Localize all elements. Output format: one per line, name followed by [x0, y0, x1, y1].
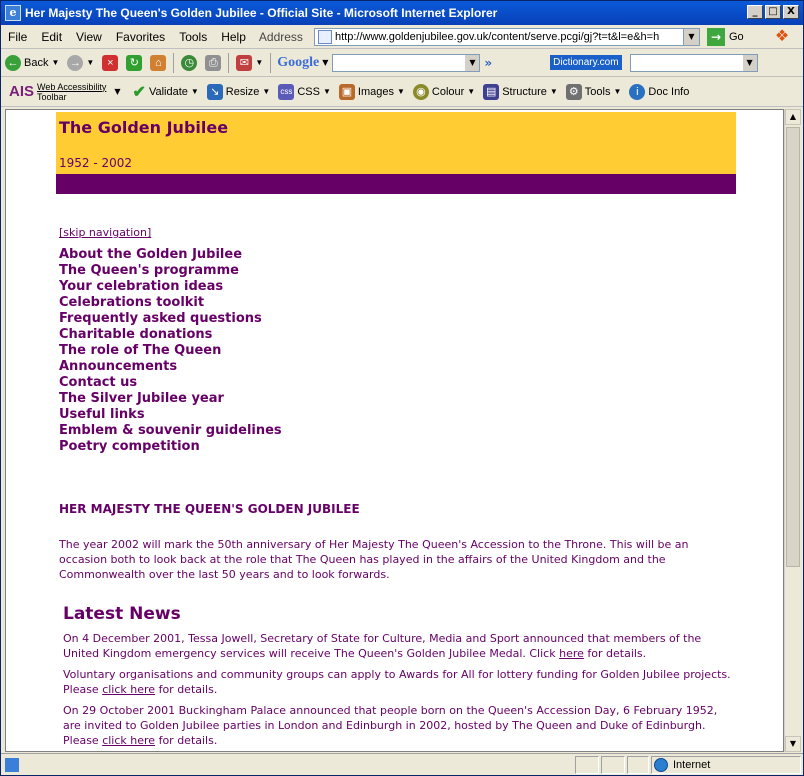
colour-label: Colour: [431, 85, 465, 98]
tools-label: Tools: [584, 85, 611, 98]
news-text: Voluntary organisations and community groups can apply to Awards for All for lottery funding for Golden Jubilee projects. Please: [63, 668, 731, 696]
separator: [228, 53, 229, 73]
home-icon: ⌂: [150, 55, 166, 71]
intro-paragraph: The year 2002 will mark the 50th anniversary of Her Majesty The Queen's Accession to the Throne. This will be an occasion both to look back at the role that The Queen has played in the affairs of the United Kingdom and the Commonwealth over the last 50 years and to look forwards.: [59, 538, 689, 581]
chevron-down-icon[interactable]: ▼: [190, 87, 199, 96]
accessibility-toolbar: [1, 77, 803, 107]
css-button[interactable]: [274, 81, 335, 103]
chevron-down-icon[interactable]: ▼: [613, 87, 622, 96]
chevron-down-icon[interactable]: ▼: [322, 87, 331, 96]
info-icon: i: [629, 84, 645, 100]
menu-bar: [1, 25, 803, 49]
nav-toolkit[interactable]: Celebrations toolkit: [59, 295, 205, 310]
news-text: On 4 December 2001, Tessa Jowell, Secretary of State for Culture, Media and Sport announced that members of the United Kingdom emergency services will receive The Queen's Golden Jubilee Medal. Click: [63, 632, 702, 660]
separator: [173, 53, 174, 73]
news-link[interactable]: click here: [102, 683, 156, 696]
nav-emblem-guidelines[interactable]: Emblem & souvenir guidelines: [59, 423, 282, 438]
validate-label: Validate: [148, 85, 188, 98]
validate-button[interactable]: [129, 81, 203, 103]
status-bar: [1, 753, 803, 775]
forward-arrow-icon: →: [67, 55, 83, 71]
google-logo: Google: [277, 54, 320, 70]
status-cell: [627, 756, 649, 774]
site-title: The Golden Jubilee: [59, 118, 229, 137]
more-chevron-icon[interactable]: »: [484, 55, 493, 70]
gear-icon: ⚙: [566, 84, 582, 100]
chevron-down-icon[interactable]: ▼: [549, 87, 558, 96]
image-icon: ▣: [339, 84, 355, 100]
images-button[interactable]: [335, 81, 409, 103]
menu-help[interactable]: Help: [221, 29, 246, 44]
docinfo-button[interactable]: [625, 81, 693, 103]
nav-faq[interactable]: Frequently asked questions: [59, 311, 262, 326]
minimize-button[interactable]: _: [747, 5, 763, 19]
news-list: [63, 631, 733, 752]
ie-icon: e: [5, 5, 21, 21]
nav-contact[interactable]: Contact us: [59, 375, 138, 390]
colour-button[interactable]: [409, 81, 479, 103]
ais-toolbar-label: [37, 82, 106, 102]
docinfo-label: Doc Info: [648, 85, 690, 98]
tools-button[interactable]: [562, 81, 626, 103]
chevron-down-icon[interactable]: ▼: [743, 55, 757, 71]
status-cell: [601, 756, 625, 774]
news-item: [63, 631, 733, 661]
nav-role-of-queen[interactable]: The role of The Queen: [59, 343, 222, 358]
structure-icon: ▤: [483, 84, 499, 100]
go-arrow-icon: →: [707, 28, 725, 46]
ais-line2: Toolbar: [37, 91, 67, 102]
section-heading: HER MAJESTY THE QUEEN'S GOLDEN JUBILEE: [59, 502, 360, 516]
css-icon: css: [278, 84, 294, 100]
forward-button[interactable]: [63, 52, 98, 74]
mail-icon: ✉: [236, 55, 252, 71]
google-search-input[interactable]: [332, 54, 480, 72]
news-text: On 29 October 2001 Buckingham Palace announced that people born on the Queen's Accession Day, 6 February 1952, are invited to Golden Jubilee parties in London and Edinburgh in 2002, hosted by The Queen and Duke of Edinburgh. Please: [63, 704, 718, 747]
nav-poetry-competition[interactable]: Poetry competition: [59, 439, 200, 454]
chevron-down-icon[interactable]: ▼: [465, 55, 479, 71]
site-years: 1952 - 2002: [59, 156, 133, 170]
windows-logo-icon: ❖: [774, 26, 790, 45]
resize-label: Resize: [225, 85, 260, 98]
chevron-down-icon[interactable]: ▼: [262, 87, 271, 96]
refresh-button[interactable]: [122, 52, 146, 74]
security-zone: [651, 756, 801, 774]
dictionary-logo[interactable]: Dictionary.com: [550, 55, 621, 70]
menu-file[interactable]: File: [8, 29, 28, 44]
address-label: Address: [258, 29, 303, 44]
checkmark-icon: ✔: [132, 83, 146, 101]
resize-button[interactable]: [203, 81, 275, 103]
standard-toolbar: [1, 49, 803, 77]
history-icon: ◷: [181, 55, 197, 71]
nav-silver-jubilee[interactable]: The Silver Jubilee year: [59, 391, 224, 406]
separator: [270, 53, 271, 73]
stop-icon: ×: [102, 55, 118, 71]
back-arrow-icon: ←: [5, 55, 21, 71]
chevron-down-icon[interactable]: ▼: [322, 58, 329, 67]
ais-line1: Web Accessibility: [37, 81, 107, 92]
print-icon: ⎙: [205, 55, 221, 71]
images-label: Images: [357, 85, 394, 98]
structure-label: Structure: [502, 85, 547, 98]
news-item: [63, 667, 733, 697]
chevron-down-icon[interactable]: ▼: [255, 58, 264, 67]
nav-programme[interactable]: The Queen's programme: [59, 263, 239, 278]
print-button[interactable]: [201, 52, 225, 74]
menu-favorites[interactable]: Favorites: [115, 29, 166, 44]
dictionary-input[interactable]: [630, 54, 758, 72]
css-label: CSS: [297, 85, 320, 98]
stop-button[interactable]: [98, 52, 122, 74]
page-status-icon: [5, 758, 19, 772]
history-button[interactable]: [177, 52, 201, 74]
news-link[interactable]: click here: [102, 734, 156, 747]
back-label: Back: [24, 56, 49, 69]
scroll-down-icon[interactable]: ▼: [785, 736, 801, 752]
menu-view[interactable]: View: [76, 29, 102, 44]
chevron-down-icon[interactable]: ▼: [467, 87, 476, 96]
page-viewport[interactable]: [5, 109, 784, 752]
maximize-button[interactable]: □: [765, 5, 781, 19]
zone-label: Internet: [673, 759, 711, 771]
back-button[interactable]: [1, 52, 63, 74]
address-bar[interactable]: [314, 28, 700, 46]
nav-celebration-ideas[interactable]: Your celebration ideas: [59, 279, 224, 294]
latest-news-heading: Latest News: [63, 604, 181, 624]
skip-navigation-link[interactable]: [skip navigation]: [59, 226, 152, 239]
status-cell: [575, 756, 599, 774]
page-icon: [318, 30, 332, 44]
title-bar[interactable]: [1, 1, 803, 25]
scroll-thumb[interactable]: [786, 127, 800, 567]
news-text: for details.: [155, 683, 218, 696]
close-button[interactable]: X: [783, 5, 799, 19]
structure-button[interactable]: [479, 81, 562, 103]
go-button[interactable]: [707, 28, 744, 46]
nav-about[interactable]: About the Golden Jubilee: [59, 247, 243, 262]
chevron-down-icon[interactable]: ▼: [114, 87, 121, 96]
home-button[interactable]: [146, 52, 170, 74]
nav-donations[interactable]: Charitable donations: [59, 327, 213, 342]
header-band: [56, 174, 736, 194]
refresh-icon: ↻: [126, 55, 142, 71]
site-navigation: [59, 247, 282, 455]
scroll-up-icon[interactable]: ▲: [785, 109, 801, 125]
chevron-down-icon[interactable]: ▼: [86, 58, 95, 67]
vertical-scrollbar[interactable]: [784, 109, 801, 752]
mail-button[interactable]: [232, 52, 267, 74]
address-url[interactable]: http://www.goldenjubilee.gov.uk/content/serve.pcgi/gj?t=t&l=e&h=h: [335, 31, 660, 43]
menu-edit[interactable]: Edit: [41, 29, 63, 44]
menu-tools[interactable]: Tools: [179, 29, 208, 44]
palette-icon: ◉: [413, 84, 429, 100]
chevron-down-icon[interactable]: ▼: [683, 29, 699, 45]
nav-useful-links[interactable]: Useful links: [59, 407, 145, 422]
go-label: Go: [729, 31, 744, 43]
chevron-down-icon[interactable]: ▼: [396, 87, 405, 96]
news-text: for details.: [155, 734, 218, 747]
site-header: [56, 112, 736, 174]
nav-announcements[interactable]: Announcements: [59, 359, 178, 374]
news-link[interactable]: here: [559, 647, 584, 660]
news-text: for details.: [583, 647, 647, 660]
window-title: Her Majesty The Queen's Golden Jubilee - Official Site - Microsoft Internet Explorer: [25, 6, 498, 20]
chevron-down-icon[interactable]: ▼: [51, 58, 60, 67]
news-item: [63, 703, 733, 748]
ais-logo: AIS: [9, 83, 35, 100]
globe-icon: [654, 758, 668, 772]
resize-icon: ↘: [207, 84, 223, 100]
